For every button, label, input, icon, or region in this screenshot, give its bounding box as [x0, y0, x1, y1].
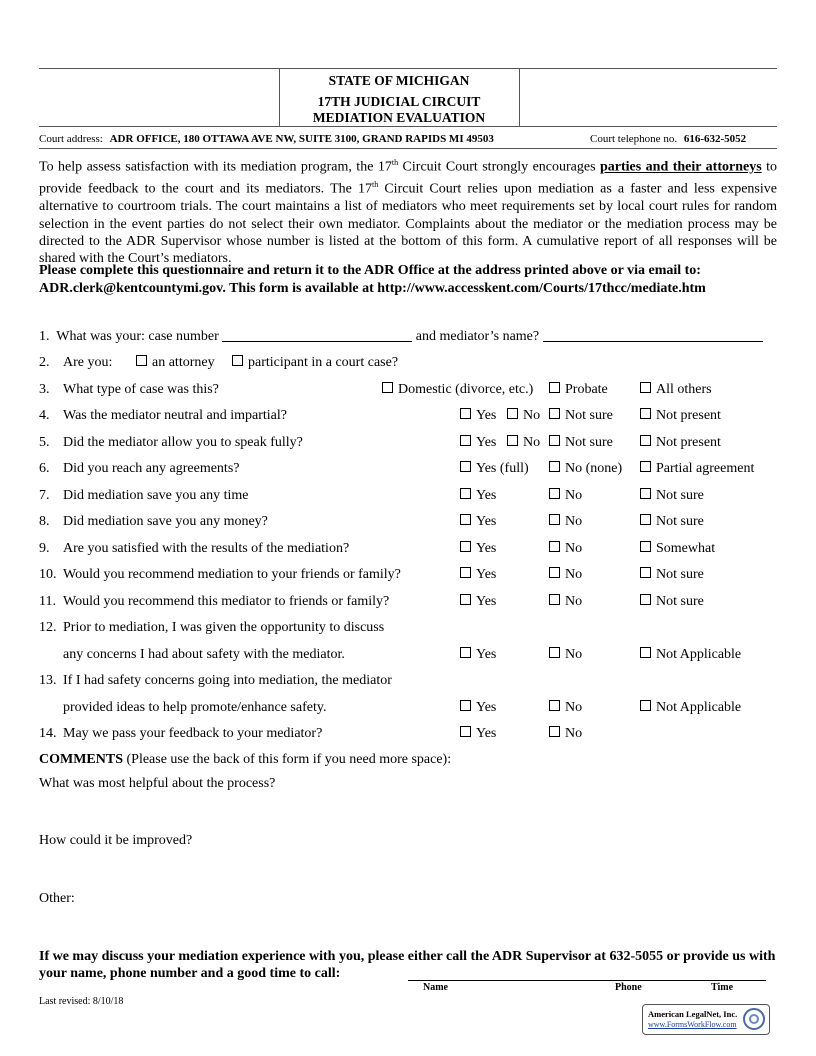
q11-option-not-sure[interactable]: Not sure [640, 594, 704, 610]
checkbox[interactable] [136, 355, 147, 366]
checkbox[interactable] [640, 647, 651, 658]
contact-request: If we may discuss your mediation experience with you, please either call the ADR Supervisor at 632-5055 or provide us with your name, phone number and a good time to call: [39, 949, 776, 981]
logo-url[interactable]: www.FormsWorkFlow.com [648, 1020, 737, 1029]
checkbox[interactable] [549, 408, 560, 419]
question-9: 9. Are you satisfied with the results of the mediation? [39, 541, 350, 556]
q4-option-yes[interactable]: Yes [460, 408, 496, 424]
checkbox[interactable] [640, 541, 651, 552]
question-11: 11. Would you recommend this mediator to friends or family? [39, 594, 390, 609]
checkbox[interactable] [460, 408, 471, 419]
question-13: 13. If I had safety concerns going into mediation, the mediator [39, 673, 392, 688]
q2-option-participant[interactable]: participant in a court case? [232, 355, 398, 371]
q12-option-not-applicable[interactable]: Not Applicable [640, 647, 741, 663]
q13-option-not-applicable[interactable]: Not Applicable [640, 700, 741, 716]
last-revised: Last revised: 8/10/18 [39, 996, 124, 1007]
q3-option-probate[interactable]: Probate [549, 382, 608, 398]
checkbox[interactable] [549, 382, 560, 393]
checkbox[interactable] [382, 382, 393, 393]
question-5: 5. Did the mediator allow you to speak fully? [39, 435, 303, 450]
circuit-title: 17TH JUDICIAL CIRCUIT [317, 94, 481, 109]
q9-option-no[interactable]: No [549, 541, 582, 557]
court-phone-label: Court telephone no. [590, 133, 678, 145]
question-8: 8. Did mediation save you any money? [39, 514, 268, 529]
q9-option-somewhat[interactable]: Somewhat [640, 541, 715, 557]
question-13-line-2: provided ideas to help promote/enhance safety. [63, 700, 327, 715]
q8-option-no[interactable]: No [549, 514, 582, 530]
intro-emphasis: parties and their attorneys [600, 159, 762, 175]
q5-option-yes[interactable]: Yes [460, 435, 496, 451]
q8-option-not-sure[interactable]: Not sure [640, 514, 704, 530]
q11-option-no[interactable]: No [549, 594, 582, 610]
logo-seal-icon [743, 1008, 765, 1030]
phone-label: Phone [615, 982, 642, 993]
checkbox[interactable] [460, 594, 471, 605]
comments-heading: COMMENTS (Please use the back of this form if you need more space): [39, 752, 452, 767]
checkbox[interactable] [549, 700, 560, 711]
checkbox[interactable] [460, 700, 471, 711]
header-right-divider [519, 68, 520, 126]
checkbox[interactable] [549, 461, 560, 472]
q14-option-yes[interactable]: Yes [460, 726, 496, 742]
q13-option-yes[interactable]: Yes [460, 700, 496, 716]
q2-option-attorney[interactable]: an attorney [136, 355, 215, 371]
q7-option-yes[interactable]: Yes [460, 488, 496, 504]
checkbox[interactable] [640, 408, 651, 419]
q13-option-no[interactable]: No [549, 700, 582, 716]
checkbox[interactable] [232, 355, 243, 366]
q10-option-no[interactable]: No [549, 567, 582, 583]
question-12: 12. Prior to mediation, I was given the opportunity to discuss [39, 620, 385, 635]
q4-option-not-present[interactable]: Not present [640, 408, 721, 424]
question-7: 7. Did mediation save you any time [39, 488, 249, 503]
instructions: Please complete this questionnaire and return it to the ADR Office at the address printed above or via email to: ADR.clerk@kentcountymi.gov. This form is available at http://www.accesskent.com/Courts/17thcc/mediate.htm [39, 263, 706, 296]
form-title: MEDIATION EVALUATION [312, 110, 486, 125]
q6-option-partial[interactable]: Partial agreement [640, 461, 754, 477]
question-6: 6. Did you reach any agreements? [39, 461, 240, 476]
checkbox[interactable] [507, 408, 518, 419]
court-phone [590, 133, 746, 145]
checkbox[interactable] [460, 514, 471, 525]
mediator-name-field[interactable] [543, 329, 763, 342]
q3-option-all-others[interactable]: All others [640, 382, 712, 398]
checkbox[interactable] [640, 488, 651, 499]
checkbox[interactable] [549, 567, 560, 578]
header-top-rule [39, 68, 777, 69]
q7-option-no[interactable]: No [549, 488, 582, 504]
address-rule [39, 148, 777, 149]
court-address [39, 133, 494, 145]
checkbox[interactable] [640, 514, 651, 525]
q6-option-yes-full[interactable]: Yes (full) [460, 461, 529, 477]
q10-option-yes[interactable]: Yes [460, 567, 496, 583]
intro-paragraph: To help assess satisfaction with its mediation program, the 17th Circuit Court strongly encourages parties and their attorneys to provide feedback to the court and its mediators. The 17th Circuit Court relies upon mediation as a faster and less expensive alternative to courtroom trials. The court maintains a list of mediators who meet requirements set by local court rules for random selection in the event parties do not select their own mediator. Complaints about the mediator or the mediation process may be directed to the ADR Supervisor whose number is listed at the bottom of this form. A cumulative report of all responses will be shared with the Court’s mediators. [39, 158, 777, 267]
comment-improved-prompt: How could it be improved? [39, 833, 193, 848]
time-label: Time [711, 982, 734, 993]
q11-option-yes[interactable]: Yes [460, 594, 496, 610]
court-address-value: ADR OFFICE, 180 OTTAWA AVE NW, SUITE 3100, GRAND RAPIDS MI 49503 [109, 133, 494, 145]
checkbox[interactable] [460, 541, 471, 552]
checkbox[interactable] [460, 435, 471, 446]
logo-company: American LegalNet, Inc. [648, 1009, 738, 1019]
question-14: 14. May we pass your feedback to your mediator? [39, 726, 323, 741]
q8-option-yes[interactable]: Yes [460, 514, 496, 530]
checkbox[interactable] [640, 461, 651, 472]
checkbox[interactable] [549, 514, 560, 525]
checkbox[interactable] [640, 594, 651, 605]
checkbox[interactable] [460, 567, 471, 578]
american-legalnet-logo [642, 1004, 770, 1035]
q5-option-not-present[interactable]: Not present [640, 435, 721, 451]
checkbox[interactable] [640, 700, 651, 711]
q12-option-no[interactable]: No [549, 647, 582, 663]
checkbox[interactable] [640, 435, 651, 446]
checkbox[interactable] [507, 435, 518, 446]
q4-option-not-sure[interactable]: Not sure [549, 408, 613, 424]
checkbox[interactable] [460, 488, 471, 499]
q4-option-no[interactable]: No [507, 408, 540, 424]
q3-option-domestic[interactable]: Domestic (divorce, etc.) [382, 382, 533, 398]
question-3: 3. What type of case was this? [39, 382, 219, 397]
q5-option-not-sure[interactable]: Not sure [549, 435, 613, 451]
q5-option-no[interactable]: No [507, 435, 540, 451]
q12-option-yes[interactable]: Yes [460, 647, 496, 663]
question-10: 10. Would you recommend mediation to your friends or family? [39, 567, 401, 582]
court-address-label: Court address: [39, 133, 103, 145]
comment-helpful-prompt: What was most helpful about the process? [39, 776, 276, 791]
question-1: 1. What was your: case number and mediator’s name? [39, 329, 763, 345]
q7-option-not-sure[interactable]: Not sure [640, 488, 704, 504]
checkbox[interactable] [640, 567, 651, 578]
checkbox[interactable] [549, 435, 560, 446]
q14-option-no[interactable]: No [549, 726, 582, 742]
q10-option-not-sure[interactable]: Not sure [640, 567, 704, 583]
case-number-field[interactable] [222, 329, 412, 342]
checkbox[interactable] [549, 541, 560, 552]
name-label: Name [423, 982, 448, 993]
checkbox[interactable] [640, 382, 651, 393]
question-12-line-2: any concerns I had about safety with the mediator. [63, 647, 345, 662]
checkbox[interactable] [549, 488, 560, 499]
checkbox[interactable] [460, 647, 471, 658]
checkbox[interactable] [549, 726, 560, 737]
checkbox[interactable] [460, 726, 471, 737]
state-title: STATE OF MICHIGAN [328, 73, 470, 88]
checkbox[interactable] [549, 594, 560, 605]
question-2: 2. Are you: [39, 355, 113, 370]
comment-other-prompt: Other: [39, 891, 75, 906]
q6-option-no-none[interactable]: No (none) [549, 461, 622, 477]
court-phone-value: 616-632-5052 [683, 133, 747, 145]
checkbox[interactable] [460, 461, 471, 472]
contact-signature-line[interactable] [408, 980, 766, 981]
header-bottom-rule [39, 126, 777, 127]
q9-option-yes[interactable]: Yes [460, 541, 496, 557]
question-4: 4. Was the mediator neutral and impartial? [39, 408, 287, 423]
checkbox[interactable] [549, 647, 560, 658]
